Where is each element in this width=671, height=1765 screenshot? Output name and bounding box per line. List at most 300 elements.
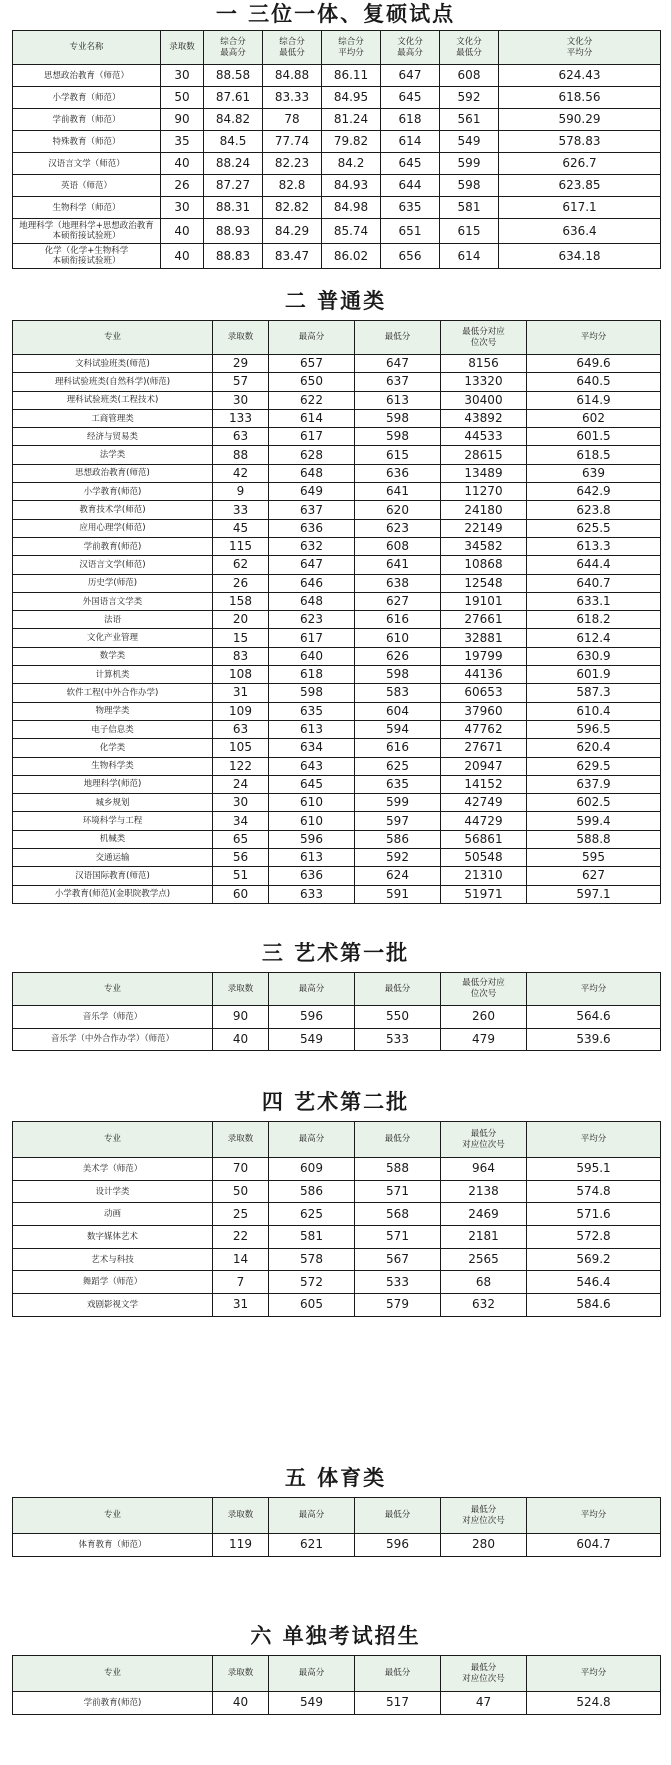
value-cell: 84.82 xyxy=(204,109,263,131)
table-row xyxy=(13,175,661,197)
major-name-cell: 思想政治教育（师范） xyxy=(13,65,161,87)
value-cell: 45 xyxy=(213,519,269,537)
value-cell: 598 xyxy=(355,666,441,684)
value-cell: 656 xyxy=(381,244,440,269)
value-cell: 51971 xyxy=(441,885,527,903)
value-cell: 12548 xyxy=(441,574,527,592)
value-cell: 32881 xyxy=(441,629,527,647)
value-cell: 63 xyxy=(213,428,269,446)
column-header: 最低分对应 位次号 xyxy=(441,321,527,355)
value-cell: 602.5 xyxy=(527,794,661,812)
major-name-cell: 数字媒体艺术 xyxy=(13,1226,213,1249)
table-header-row xyxy=(13,973,661,1006)
table-row xyxy=(13,666,661,684)
major-name-cell: 电子信息类 xyxy=(13,720,213,738)
value-cell: 85.74 xyxy=(322,219,381,244)
section-title: 五 体育类 xyxy=(284,1466,387,1490)
table-row xyxy=(13,87,661,109)
column-header: 平均分 xyxy=(527,1122,661,1158)
major-name-cell: 学前教育（师范） xyxy=(13,109,161,131)
table-row xyxy=(13,1203,661,1226)
value-cell: 24 xyxy=(213,775,269,793)
major-name-cell: 数学类 xyxy=(13,647,213,665)
column-header: 最高分 xyxy=(269,321,355,355)
section-2 xyxy=(0,284,671,904)
score-table xyxy=(12,1497,661,1557)
value-cell: 65 xyxy=(213,830,269,848)
value-cell: 572 xyxy=(269,1271,355,1294)
value-cell: 617 xyxy=(269,629,355,647)
value-cell: 561 xyxy=(440,109,499,131)
value-cell: 20 xyxy=(213,611,269,629)
section-title: 四 艺术第二批 xyxy=(261,1090,410,1114)
value-cell: 637 xyxy=(269,501,355,519)
major-name-cell: 应用心理学(师范) xyxy=(13,519,213,537)
major-name-cell: 小学教育(师范)(金职院教学点) xyxy=(13,885,213,903)
table-row xyxy=(13,373,661,391)
table-header-row xyxy=(13,31,661,65)
value-cell: 87.27 xyxy=(204,175,263,197)
value-cell: 647 xyxy=(381,65,440,87)
major-name-cell: 法学类 xyxy=(13,446,213,464)
value-cell: 82.82 xyxy=(263,197,322,219)
value-cell: 122 xyxy=(213,757,269,775)
value-cell: 636.4 xyxy=(499,219,661,244)
value-cell: 637.9 xyxy=(527,775,661,793)
major-name-cell: 文科试验班类(师范) xyxy=(13,355,213,373)
value-cell: 604.7 xyxy=(527,1534,661,1557)
column-header: 专业 xyxy=(13,1656,213,1692)
value-cell: 26 xyxy=(213,574,269,592)
column-header: 最高分 xyxy=(269,1122,355,1158)
value-cell: 119 xyxy=(213,1534,269,1557)
value-cell: 599.4 xyxy=(527,812,661,830)
value-cell: 618 xyxy=(381,109,440,131)
major-name-cell: 化学（化学+生物科学 本硕衔接试验班） xyxy=(13,244,161,269)
major-name-cell: 历史学(师范) xyxy=(13,574,213,592)
major-name-cell: 体育教育（师范） xyxy=(13,1534,213,1557)
major-name-cell: 戏剧影视文学 xyxy=(13,1294,213,1317)
table-row xyxy=(13,812,661,830)
value-cell: 569.2 xyxy=(527,1248,661,1271)
table-row xyxy=(13,409,661,427)
value-cell: 47762 xyxy=(441,720,527,738)
table-row xyxy=(13,592,661,610)
value-cell: 618 xyxy=(269,666,355,684)
column-header: 专业 xyxy=(13,1498,213,1534)
value-cell: 549 xyxy=(269,1028,355,1051)
major-name-cell: 学前教育(师范) xyxy=(13,1692,213,1715)
value-cell: 31 xyxy=(213,684,269,702)
value-cell: 640 xyxy=(269,647,355,665)
score-table xyxy=(12,972,661,1051)
value-cell: 44729 xyxy=(441,812,527,830)
major-name-cell: 学前教育(师范) xyxy=(13,537,213,555)
table-row xyxy=(13,1028,661,1051)
value-cell: 14 xyxy=(213,1248,269,1271)
major-name-cell: 机械类 xyxy=(13,830,213,848)
value-cell: 626.7 xyxy=(499,153,661,175)
value-cell: 638 xyxy=(355,574,441,592)
major-name-cell: 美术学（师范） xyxy=(13,1158,213,1181)
table-row xyxy=(13,1226,661,1249)
value-cell: 599 xyxy=(355,794,441,812)
column-header: 最低分 对应位次号 xyxy=(441,1122,527,1158)
value-cell: 68 xyxy=(441,1271,527,1294)
value-cell: 657 xyxy=(269,355,355,373)
value-cell: 615 xyxy=(440,219,499,244)
table-row xyxy=(13,611,661,629)
value-cell: 586 xyxy=(269,1180,355,1203)
column-header: 最高分 xyxy=(269,1498,355,1534)
column-header: 专业名称 xyxy=(13,31,161,65)
value-cell: 133 xyxy=(213,409,269,427)
value-cell: 647 xyxy=(355,355,441,373)
value-cell: 635 xyxy=(355,775,441,793)
value-cell: 601.9 xyxy=(527,666,661,684)
value-cell: 610 xyxy=(269,812,355,830)
table-row xyxy=(13,629,661,647)
table-row xyxy=(13,830,661,848)
value-cell: 617.1 xyxy=(499,197,661,219)
value-cell: 84.93 xyxy=(322,175,381,197)
value-cell: 43892 xyxy=(441,409,527,427)
value-cell: 630.9 xyxy=(527,647,661,665)
value-cell: 613 xyxy=(269,720,355,738)
value-cell: 642.9 xyxy=(527,483,661,501)
value-cell: 50 xyxy=(161,87,204,109)
value-cell: 10868 xyxy=(441,556,527,574)
table-header-row xyxy=(13,1498,661,1534)
value-cell: 77.74 xyxy=(263,131,322,153)
major-name-cell: 外国语言文学类 xyxy=(13,592,213,610)
value-cell: 632 xyxy=(269,537,355,555)
value-cell: 581 xyxy=(440,197,499,219)
value-cell: 84.98 xyxy=(322,197,381,219)
major-name-cell: 生物科学（师范） xyxy=(13,197,161,219)
value-cell: 22149 xyxy=(441,519,527,537)
table-row xyxy=(13,428,661,446)
value-cell: 647 xyxy=(269,556,355,574)
major-name-cell: 动画 xyxy=(13,1203,213,1226)
table-row xyxy=(13,464,661,482)
value-cell: 598 xyxy=(355,428,441,446)
value-cell: 625.5 xyxy=(527,519,661,537)
section-title: 一 三位一体、复硕试点 xyxy=(215,2,456,26)
value-cell: 40 xyxy=(161,244,204,269)
column-header: 最低分 xyxy=(355,1122,441,1158)
value-cell: 648 xyxy=(269,464,355,482)
value-cell: 592 xyxy=(440,87,499,109)
major-name-cell: 城乡规划 xyxy=(13,794,213,812)
table-row xyxy=(13,1180,661,1203)
table-row xyxy=(13,574,661,592)
section-4 xyxy=(0,1085,671,1317)
value-cell: 34 xyxy=(213,812,269,830)
value-cell: 105 xyxy=(213,739,269,757)
major-name-cell: 设计学类 xyxy=(13,1180,213,1203)
column-header: 平均分 xyxy=(527,1498,661,1534)
table-row xyxy=(13,556,661,574)
table-row xyxy=(13,794,661,812)
value-cell: 620 xyxy=(355,501,441,519)
table-header-row xyxy=(13,1122,661,1158)
value-cell: 587.3 xyxy=(527,684,661,702)
table-row xyxy=(13,647,661,665)
value-cell: 578.83 xyxy=(499,131,661,153)
table-row xyxy=(13,684,661,702)
column-header: 最高分 xyxy=(269,973,355,1006)
major-name-cell: 汉语言文学（师范） xyxy=(13,153,161,175)
value-cell: 608 xyxy=(440,65,499,87)
major-name-cell: 计算机类 xyxy=(13,666,213,684)
value-cell: 13489 xyxy=(441,464,527,482)
value-cell: 115 xyxy=(213,537,269,555)
table-row xyxy=(13,153,661,175)
value-cell: 84.2 xyxy=(322,153,381,175)
value-cell: 57 xyxy=(213,373,269,391)
value-cell: 596 xyxy=(269,830,355,848)
value-cell: 567 xyxy=(355,1248,441,1271)
table-row xyxy=(13,1692,661,1715)
value-cell: 37960 xyxy=(441,702,527,720)
value-cell: 624.43 xyxy=(499,65,661,87)
value-cell: 618.56 xyxy=(499,87,661,109)
value-cell: 964 xyxy=(441,1158,527,1181)
value-cell: 260 xyxy=(441,1006,527,1029)
value-cell: 34582 xyxy=(441,537,527,555)
value-cell: 2181 xyxy=(441,1226,527,1249)
value-cell: 83 xyxy=(213,647,269,665)
major-name-cell: 经济与贸易类 xyxy=(13,428,213,446)
value-cell: 546.4 xyxy=(527,1271,661,1294)
value-cell: 627 xyxy=(355,592,441,610)
value-cell: 594 xyxy=(355,720,441,738)
major-name-cell: 法语 xyxy=(13,611,213,629)
table-row xyxy=(13,1294,661,1317)
value-cell: 19799 xyxy=(441,647,527,665)
value-cell: 84.5 xyxy=(204,131,263,153)
value-cell: 595.1 xyxy=(527,1158,661,1181)
value-cell: 25 xyxy=(213,1203,269,1226)
value-cell: 22 xyxy=(213,1226,269,1249)
major-name-cell: 思想政治教育(师范) xyxy=(13,464,213,482)
value-cell: 88.31 xyxy=(204,197,263,219)
table-row xyxy=(13,483,661,501)
table-row xyxy=(13,1534,661,1557)
major-name-cell: 舞蹈学（师范） xyxy=(13,1271,213,1294)
value-cell: 90 xyxy=(161,109,204,131)
value-cell: 588 xyxy=(355,1158,441,1181)
table-row xyxy=(13,391,661,409)
value-cell: 21310 xyxy=(441,867,527,885)
value-cell: 40 xyxy=(213,1692,269,1715)
value-cell: 28615 xyxy=(441,446,527,464)
value-cell: 30 xyxy=(161,65,204,87)
value-cell: 574.8 xyxy=(527,1180,661,1203)
value-cell: 70 xyxy=(213,1158,269,1181)
value-cell: 30 xyxy=(161,197,204,219)
value-cell: 2565 xyxy=(441,1248,527,1271)
value-cell: 568 xyxy=(355,1203,441,1226)
section-title: 六 单独考试招生 xyxy=(250,1624,421,1648)
value-cell: 595 xyxy=(527,849,661,867)
column-header: 平均分 xyxy=(527,1656,661,1692)
value-cell: 598 xyxy=(440,175,499,197)
value-cell: 627 xyxy=(527,867,661,885)
column-header: 综合分 平均分 xyxy=(322,31,381,65)
value-cell: 641 xyxy=(355,483,441,501)
value-cell: 610.4 xyxy=(527,702,661,720)
value-cell: 599 xyxy=(440,153,499,175)
value-cell: 81.24 xyxy=(322,109,381,131)
value-cell: 88.83 xyxy=(204,244,263,269)
value-cell: 550 xyxy=(355,1006,441,1029)
column-header: 最高分 xyxy=(269,1656,355,1692)
value-cell: 596 xyxy=(355,1534,441,1557)
value-cell: 618.5 xyxy=(527,446,661,464)
value-cell: 35 xyxy=(161,131,204,153)
column-header: 文化分 最高分 xyxy=(381,31,440,65)
column-header: 综合分 最高分 xyxy=(204,31,263,65)
value-cell: 649 xyxy=(269,483,355,501)
value-cell: 84.29 xyxy=(263,219,322,244)
value-cell: 614 xyxy=(440,244,499,269)
major-name-cell: 音乐学（中外合作办学）（师范） xyxy=(13,1028,213,1051)
column-header: 录取数 xyxy=(213,321,269,355)
value-cell: 29 xyxy=(213,355,269,373)
value-cell: 645 xyxy=(381,153,440,175)
value-cell: 571 xyxy=(355,1226,441,1249)
table-row xyxy=(13,197,661,219)
value-cell: 602 xyxy=(527,409,661,427)
value-cell: 30 xyxy=(213,391,269,409)
column-header: 文化分 最低分 xyxy=(440,31,499,65)
value-cell: 640.5 xyxy=(527,373,661,391)
table-row xyxy=(13,131,661,153)
column-header: 录取数 xyxy=(213,1122,269,1158)
value-cell: 586 xyxy=(355,830,441,848)
value-cell: 645 xyxy=(269,775,355,793)
value-cell: 648 xyxy=(269,592,355,610)
value-cell: 517 xyxy=(355,1692,441,1715)
value-cell: 612.4 xyxy=(527,629,661,647)
table-header-row xyxy=(13,321,661,355)
value-cell: 651 xyxy=(381,219,440,244)
value-cell: 613.3 xyxy=(527,537,661,555)
value-cell: 641 xyxy=(355,556,441,574)
value-cell: 87.61 xyxy=(204,87,263,109)
major-name-cell: 物理学类 xyxy=(13,702,213,720)
major-name-cell: 化学类 xyxy=(13,739,213,757)
score-table xyxy=(12,1655,661,1715)
column-header: 专业 xyxy=(13,321,213,355)
value-cell: 83.33 xyxy=(263,87,322,109)
value-cell: 82.23 xyxy=(263,153,322,175)
value-cell: 632 xyxy=(441,1294,527,1317)
value-cell: 19101 xyxy=(441,592,527,610)
value-cell: 280 xyxy=(441,1534,527,1557)
value-cell: 539.6 xyxy=(527,1028,661,1051)
column-header: 文化分 平均分 xyxy=(499,31,661,65)
table-row xyxy=(13,446,661,464)
value-cell: 596 xyxy=(269,1006,355,1029)
value-cell: 591 xyxy=(355,885,441,903)
value-cell: 626 xyxy=(355,647,441,665)
value-cell: 639 xyxy=(527,464,661,482)
column-header: 录取数 xyxy=(161,31,204,65)
value-cell: 40 xyxy=(161,219,204,244)
column-header: 录取数 xyxy=(213,1656,269,1692)
major-name-cell: 音乐学（师范） xyxy=(13,1006,213,1029)
table-row xyxy=(13,1006,661,1029)
value-cell: 613 xyxy=(355,391,441,409)
value-cell: 636 xyxy=(269,519,355,537)
value-cell: 549 xyxy=(269,1692,355,1715)
value-cell: 44533 xyxy=(441,428,527,446)
value-cell: 613 xyxy=(269,849,355,867)
value-cell: 598 xyxy=(269,684,355,702)
value-cell: 27661 xyxy=(441,611,527,629)
major-name-cell: 工商管理类 xyxy=(13,409,213,427)
table-row xyxy=(13,720,661,738)
value-cell: 62 xyxy=(213,556,269,574)
major-name-cell: 汉语国际教育(师范) xyxy=(13,867,213,885)
value-cell: 636 xyxy=(355,464,441,482)
value-cell: 50 xyxy=(213,1180,269,1203)
value-cell: 618.2 xyxy=(527,611,661,629)
value-cell: 581 xyxy=(269,1226,355,1249)
value-cell: 50548 xyxy=(441,849,527,867)
value-cell: 31 xyxy=(213,1294,269,1317)
value-cell: 533 xyxy=(355,1271,441,1294)
table-row xyxy=(13,219,661,244)
value-cell: 629.5 xyxy=(527,757,661,775)
major-name-cell: 环境科学与工程 xyxy=(13,812,213,830)
column-header: 最低分 对应位次号 xyxy=(441,1656,527,1692)
value-cell: 633 xyxy=(269,885,355,903)
column-header: 最低分对应 位次号 xyxy=(441,973,527,1006)
value-cell: 88.93 xyxy=(204,219,263,244)
value-cell: 571 xyxy=(355,1180,441,1203)
value-cell: 610 xyxy=(355,629,441,647)
value-cell: 640.7 xyxy=(527,574,661,592)
section-title: 三 艺术第一批 xyxy=(261,941,410,965)
major-name-cell: 交通运输 xyxy=(13,849,213,867)
value-cell: 2138 xyxy=(441,1180,527,1203)
column-header: 最低分 xyxy=(355,1498,441,1534)
value-cell: 623.8 xyxy=(527,501,661,519)
value-cell: 86.11 xyxy=(322,65,381,87)
value-cell: 158 xyxy=(213,592,269,610)
value-cell: 15 xyxy=(213,629,269,647)
value-cell: 549 xyxy=(440,131,499,153)
value-cell: 564.6 xyxy=(527,1006,661,1029)
section-title: 二 普通类 xyxy=(284,289,387,313)
major-name-cell: 文化产业管理 xyxy=(13,629,213,647)
column-header: 专业 xyxy=(13,1122,213,1158)
value-cell: 620.4 xyxy=(527,739,661,757)
value-cell: 650 xyxy=(269,373,355,391)
table-row xyxy=(13,739,661,757)
value-cell: 27671 xyxy=(441,739,527,757)
value-cell: 109 xyxy=(213,702,269,720)
value-cell: 590.29 xyxy=(499,109,661,131)
table-row xyxy=(13,757,661,775)
column-header: 录取数 xyxy=(213,1498,269,1534)
table-row xyxy=(13,867,661,885)
table-row xyxy=(13,519,661,537)
